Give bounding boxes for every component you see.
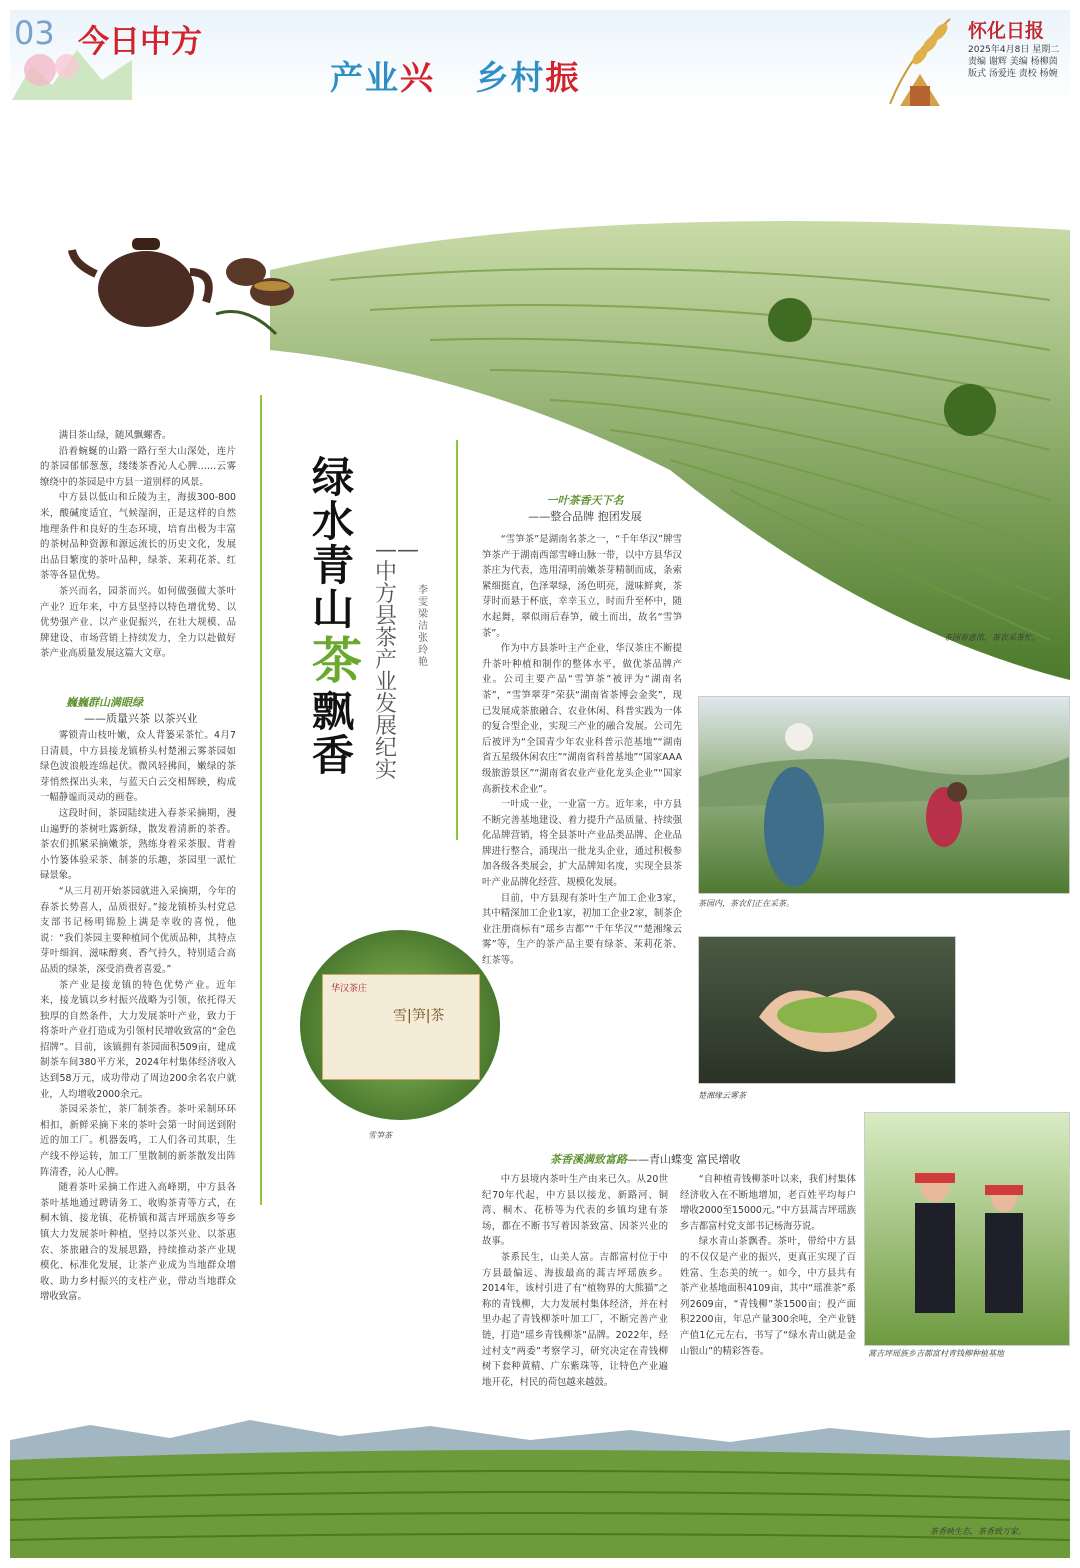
newspaper-logo: 怀化日报	[968, 20, 1045, 42]
section1-paragraph: “从三月初开始茶园就进入采摘期，今年的春茶长势喜人，品质很好。”接龙镇桥头村党总支部书记杨明锦脸上满是幸收的喜悦，他说：“我们茶园主要种植同个优质品种，其特点芽叶细润、滋味醇爽、香气持久，特别适合高品质的绿茶，深受消费者喜爱。”	[40, 885, 236, 975]
yao-villagers-caption: 蒿吉坪瑶族乡吉都富村青钱柳种植基地	[868, 1349, 1004, 1358]
headline-rule-left	[260, 395, 262, 1205]
tea-box-caption: 雪笋茶	[368, 1131, 392, 1140]
section1-column	[40, 728, 236, 1305]
section3-paragraph: 茶系民生，山美人富。吉都富村位于中方县最偏远、海拔最高的蒿吉坪瑶族乡。2014年，该村引进了有“植物界的大熊猫”之称的青钱柳，大力发展村集体经济，并在村里办起了青钱柳茶叶加工厂，不断完善产业链，打造“瑶乡青钱柳茶”品牌。2022年，经过村支“两委”考察学习，研究决定在青钱柳树下套种黄精、广东紫珠等，让特色产业遍地开花，村民的荷包越来越鼓。	[482, 1251, 668, 1388]
section2-paragraph: “雪笋茶”是湖南名茶之一，“千年华汉”牌雪笋茶产于湖南西部雪峰山脉一带，以中方县华汉茶庄为代表，选用清明前嫩茶芽精制而成，条索紧细挺直，色泽翠绿，汤色明亮，滋味鲜爽，茶芽时而悬于杯底，幸幸玉立，时而升至杯中，随水起舞，翠似雨后春笋，破土而出，故名“雪笋茶”。	[482, 534, 682, 639]
banner-part-c: 乡村	[475, 58, 546, 97]
tea-picking-photo	[698, 696, 1070, 894]
issue-date: 2025年4月8日 星期二	[968, 45, 1060, 55]
section1-paragraph: 这段时间，茶园陆续进入春茶采摘期，漫山遍野的茶树吐露新绿，散发着清新的茶香。茶农们抓紧采摘嫩茶，熟练身着采茶服、背着小竹篓体验采茶、制茶的乐趣，茶园里一派忙碌景象。	[40, 807, 236, 882]
yao-villagers-photo	[864, 1112, 1070, 1346]
tea-picking-caption: 茶园内，茶农们正在采茶。	[698, 899, 794, 908]
main-headline	[312, 453, 368, 780]
headline-line1: 绿水青山	[312, 453, 355, 634]
hands-tea-graphic	[699, 937, 955, 1083]
page-number: 03	[14, 14, 55, 52]
section2-paragraph: 作为中方县茶叶主产企业，华汉茶庄不断提升茶叶种植和制作的整体水平，做优茶品牌产业。公司主要产品“雪笋茶”被评为“湖南名茶”，“雪笋翠芽”荣获“湖南省茶博会金奖”，现已发展成茶旅融合、农业休闲、科普实践为一体的复合型企业，实现三产业的融合发展。公司先后被评为“全国青少年农业科普示范基地”“湖南省五星级休闲农庄”“湖南省科普基地”“国家AAA级旅游景区”“湖南省农业产业化龙头企业”“国家高新技术企业”。	[482, 643, 682, 795]
issue-editors-1: 责编 谢辉 美编 杨柳茵	[968, 57, 1058, 67]
headline-line2: 飘香	[312, 687, 355, 780]
section2-paragraph: 一叶成一业，一业富一方。近年来，中方县不断完善基地建设、着力提升产品质量、持续强化品牌营销，将全县茶叶产业品类品牌、企业品牌进行整合，涌现出一批龙头企业，通过积极参加各级各类展会，扩大品牌知名度，实现全县茶叶产业品牌化经营、规模化发展。	[482, 799, 682, 889]
hands-tea-caption: 楚湘缘云雾茶	[698, 1091, 746, 1100]
section3-paragraph: 绿水青山茶飘香。茶叶，带给中方县的不仅仅是产业的振兴，更真正实现了百姓富、生态美的统一。如今，中方县共有茶产业基地面积4109亩，其中“瑶准茶”系列2609亩，“青钱柳”茶1500亩；投产面积2200亩，年总产量300余吨，全产业链产值1亿元左右，书写了“绿水青山就是金山银山”的精彩答卷。	[680, 1236, 856, 1357]
intro-paragraph: 满目茶山绿，随风飘螺香。	[58, 430, 172, 441]
headline-subtitle: ——中方县茶产业发展纪实	[375, 538, 419, 783]
byline: 李雯 梁洁 张玲艳	[418, 585, 428, 668]
section3-title: 茶香溪满致富路	[550, 1153, 627, 1166]
section3-subtitle: ——青山蝶变 富民增收	[627, 1153, 741, 1166]
section2-heading	[490, 492, 680, 524]
section1-paragraph: 雾锁青山枝叶嫩，众人背篓采茶忙。4月7日清晨，中方县接龙镇桥头村楚湘云雾茶园如绿色波浪般连绵起伏。微风轻拂间，嫩绿的茶芽悄然探出头来，与蓝天白云交相辉映，构成一幅静谧而灵动的画卷。	[40, 730, 236, 804]
section1-paragraph: 随着茶叶采摘工作进入高峰期，中方县各茶叶基地通过聘请务工、收购茶青等方式，在桐木镇、接龙镇、花桥镇和蒿吉坪瑶族乡等乡镇大力发展茶叶种植，坚持以茶兴业、以茶惠农、茶旅融合的发展思路，持续推动茶产业规模化、标准化发展，让茶产业成为当地群众增收、助力乡村振兴的支柱产业，带动当地群众增收致富。	[40, 1182, 236, 1303]
headline-tea-char: 茶	[312, 631, 362, 690]
section2-column	[482, 532, 682, 969]
tea-box	[322, 974, 480, 1080]
tea-box-brand: 华汉茶庄	[331, 984, 368, 994]
section2-paragraph: 目前，中方县现有茶叶生产加工企业3家，其中精深加工企业1家，初加工企业2家，制茶企业注册商标有“瑶乡吉都”“千年华汉”“楚湘缘云雾”等，生产的茶产品主要有绿茶、茉莉花茶、红茶等。	[482, 892, 682, 967]
section3-column-a	[482, 1172, 668, 1390]
yao-villagers-figures	[865, 1113, 1069, 1345]
section1-subtitle: ——质量兴茶 以茶兴业	[84, 712, 198, 725]
issue-editors-2: 版式 汤爱连 责校 杨婉	[968, 69, 1058, 79]
tea-box-photo	[300, 930, 500, 1120]
section2-title: 一叶茶香天下名	[546, 494, 624, 507]
tea-picking-figures	[699, 697, 1069, 893]
section3-heading	[550, 1148, 850, 1167]
banner-part-a: 产业	[330, 58, 400, 97]
section1-paragraph: 茶产业是接龙镇的特色优势产业。近年来，接龙镇以乡村振兴战略为引领，依托得天独厚的自然条件，大力发展茶叶产业，致力于将茶叶产业打造成为引领村民增收致富的“金色招牌”。目前，该镇拥有茶园面积509亩，建成制茶车间380平方米，2024年村集体经济收入达到58万元，成功带动了周边200余名农户就业，人均增收2000余元。	[40, 979, 236, 1100]
intro-paragraph: 中方县以低山和丘陵为主，海拔300-800米，酸碱度适宜，气候湿润，正是这样的自然地理条件和良好的生态环境，培育出极为丰富的茶树品种资源和源远流长的历史文化，发展出品目繁度的茶叶品种，绿茶、茉莉花茶、红茶等各显优势。	[40, 492, 236, 582]
issue-info	[968, 44, 1068, 80]
section1-paragraph: 茶园采茶忙，茶厂制茶香。茶叶采制环环相扣，新鲜采摘下来的茶叶会第一时间送到附近的加工厂。机器轰鸣，工人们各司其职，生产线不停运转，加工厂里散制的新茶散发出阵阵清香，沁人心脾。	[40, 1104, 236, 1178]
section3-paragraph: 中方县境内茶叶生产由来已久。从20世纪70年代起，中方县以接龙、新路河、铜湾、桐木、花桥等为代表的乡镇均建有茶场，都在不断书写着因茶致富、因茶兴业的故事。	[482, 1174, 668, 1248]
tea-box-label: 雪|笋|茶	[393, 1008, 445, 1024]
hands-tea-photo	[698, 936, 956, 1084]
headline-rule-right	[456, 440, 458, 840]
section1-title: 巍巍群山满眼绿	[66, 696, 143, 709]
section3-paragraph: “自种植青钱柳茶叶以来，我们村集体经济收入在不断地增加，老百姓平均每户增收2000至15000元。”中方县蒿吉坪瑶族乡吉都富村党支部书记杨海芬说。	[680, 1174, 856, 1232]
hero-caption: 茶园春意浓，茶农采茶忙。	[944, 633, 1040, 642]
banner-part-b: 兴	[400, 58, 435, 97]
intro-paragraph: 茶兴而名，园茶而兴。如何做强做大茶叶产业？近年来，中方县坚持以特色增优势、以优势强产业、以产业促振兴，在壮大规模、品牌建设、市场营销上持续发力，全力以赴做好茶产业高质量发展这篇大文章。	[40, 585, 236, 660]
intro-paragraph: 沿着蜿蜒的山路一路行至大山深处，连片的茶园郁郁葱葱，缕缕茶香沁人心脾……云雾缭绕中的茶园是中方县一道别样的风景。	[40, 445, 236, 488]
wheat-illustration	[880, 14, 960, 106]
banner-part-d: 振	[545, 58, 581, 97]
section-title: 今日中方	[78, 24, 202, 60]
section1-heading	[66, 694, 266, 726]
banner-slogan	[330, 52, 580, 99]
bottom-landscape	[10, 1400, 1070, 1558]
bottom-caption: 茶香映生态，茶香致万家。	[930, 1527, 1026, 1536]
teapot-illustration	[66, 214, 296, 354]
intro-column	[40, 428, 236, 662]
section2-subtitle: ——整合品牌 抱团发展	[528, 510, 642, 523]
section3-column-b	[680, 1172, 856, 1359]
